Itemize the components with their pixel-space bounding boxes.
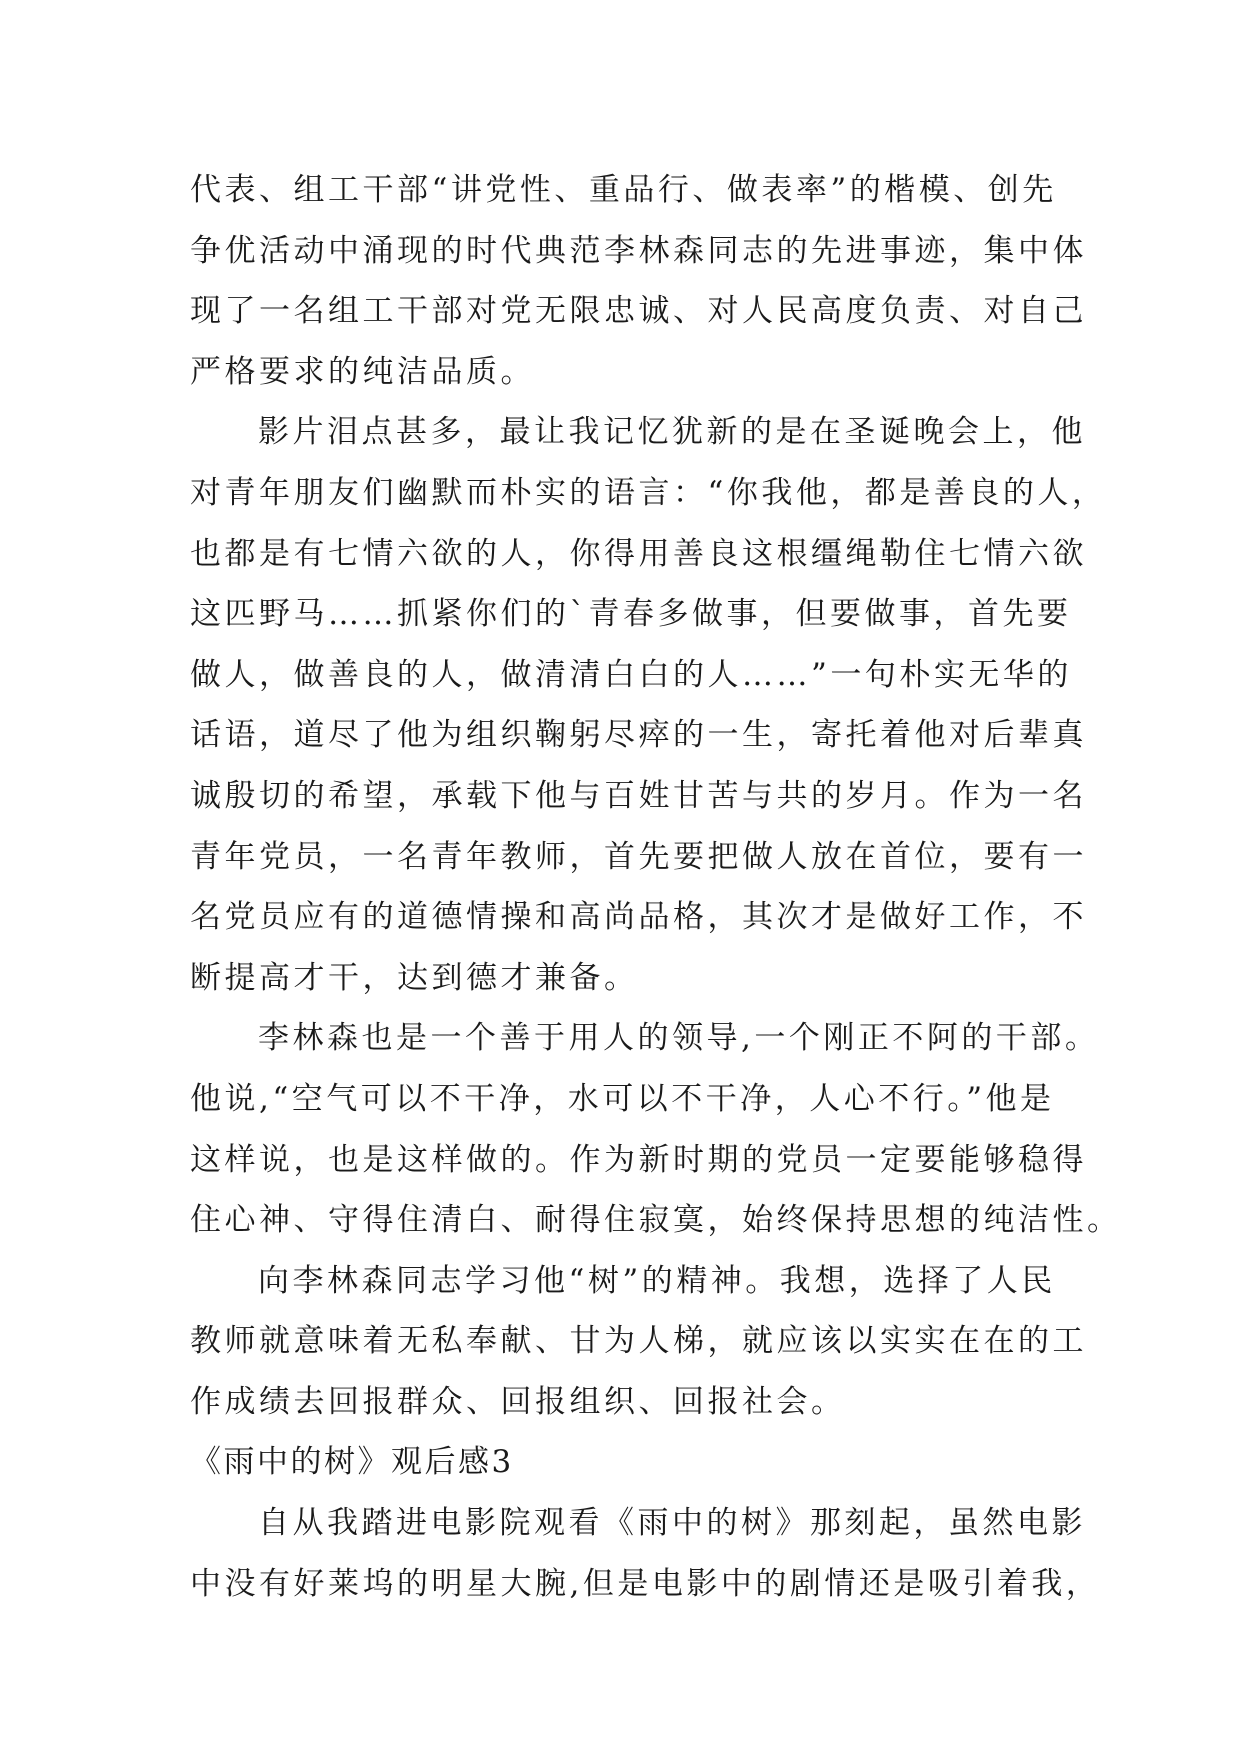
text-line: 话语，道尽了他为组织鞠躬尽瘁的一生，寄托着他对后辈真 — [190, 717, 1087, 754]
text-line: 做人，做善良的人，做清清白白的人……”一句朴实无华的 — [190, 656, 1072, 693]
text-line: 这匹野马……抓紧你们的`青春多做事，但要做事，首先要 — [190, 596, 1072, 633]
paragraph-first-line: 自从我踏进电影院观看《雨中的树》那刻起，虽然电影 — [258, 1505, 1086, 1542]
text-line: 严格要求的纯洁品质。 — [190, 353, 535, 390]
text-line: 名党员应有的道德情操和高尚品格，其次才是做好工作，不 — [190, 899, 1087, 936]
text-line: 中没有好莱坞的明星大腕,但是电影中的剧情还是吸引着我， — [190, 1565, 1101, 1602]
text-line: 他说,“空气可以不干净，水可以不干净，人心不行。”他是 — [190, 1080, 1055, 1117]
text-line: 断提高才干，达到德才兼备。 — [190, 959, 639, 996]
document-page — [190, 160, 1122, 1614]
paragraph-first-line: 影片泪点甚多，最让我记忆犹新的是在圣诞晚会上，他 — [258, 414, 1086, 451]
text-line: 代表、组工干部“讲党性、重品行、做表率”的楷模、创先 — [190, 172, 1057, 208]
text-line: 也都是有七情六欲的人，你得用善良这根缰绳勒住七情六欲 — [190, 535, 1087, 572]
paragraph-first-line: 李林森也是一个善于用人的领导,一个刚正不阿的干部。 — [258, 1020, 1100, 1057]
text-line: 教师就意味着无私奉献、甘为人梯，就应该以实实在在的工 — [190, 1323, 1087, 1360]
text-line: 现了一名组工干部对党无限忠诚、对人民高度负责、对自己 — [190, 293, 1087, 330]
text-line: 住心神、守得住清白、耐得住寂寞，始终保持思想的纯洁性。 — [190, 1202, 1122, 1239]
text-line: 青年党员，一名青年教师，首先要把做人放在首位，要有一 — [190, 838, 1087, 875]
text-line: 对青年朋友们幽默而朴实的语言：“你我他，都是善良的人， — [190, 474, 1107, 511]
text-line: 争优活动中涌现的时代典范李林森同志的先进事迹，集中体 — [190, 232, 1087, 269]
section-heading: 《雨中的树》观后感3 — [190, 1444, 514, 1481]
text-line: 这样说，也是这样做的。作为新时期的党员一定要能够稳得 — [190, 1141, 1087, 1178]
paragraph-first-line: 向李林森同志学习他“树”的精神。我想，选择了人民 — [258, 1262, 1056, 1299]
text-line: 作成绩去回报群众、回报组织、回报社会。 — [190, 1383, 846, 1420]
text-line: 诚殷切的希望，承载下他与百姓甘苦与共的岁月。作为一名 — [190, 777, 1087, 814]
